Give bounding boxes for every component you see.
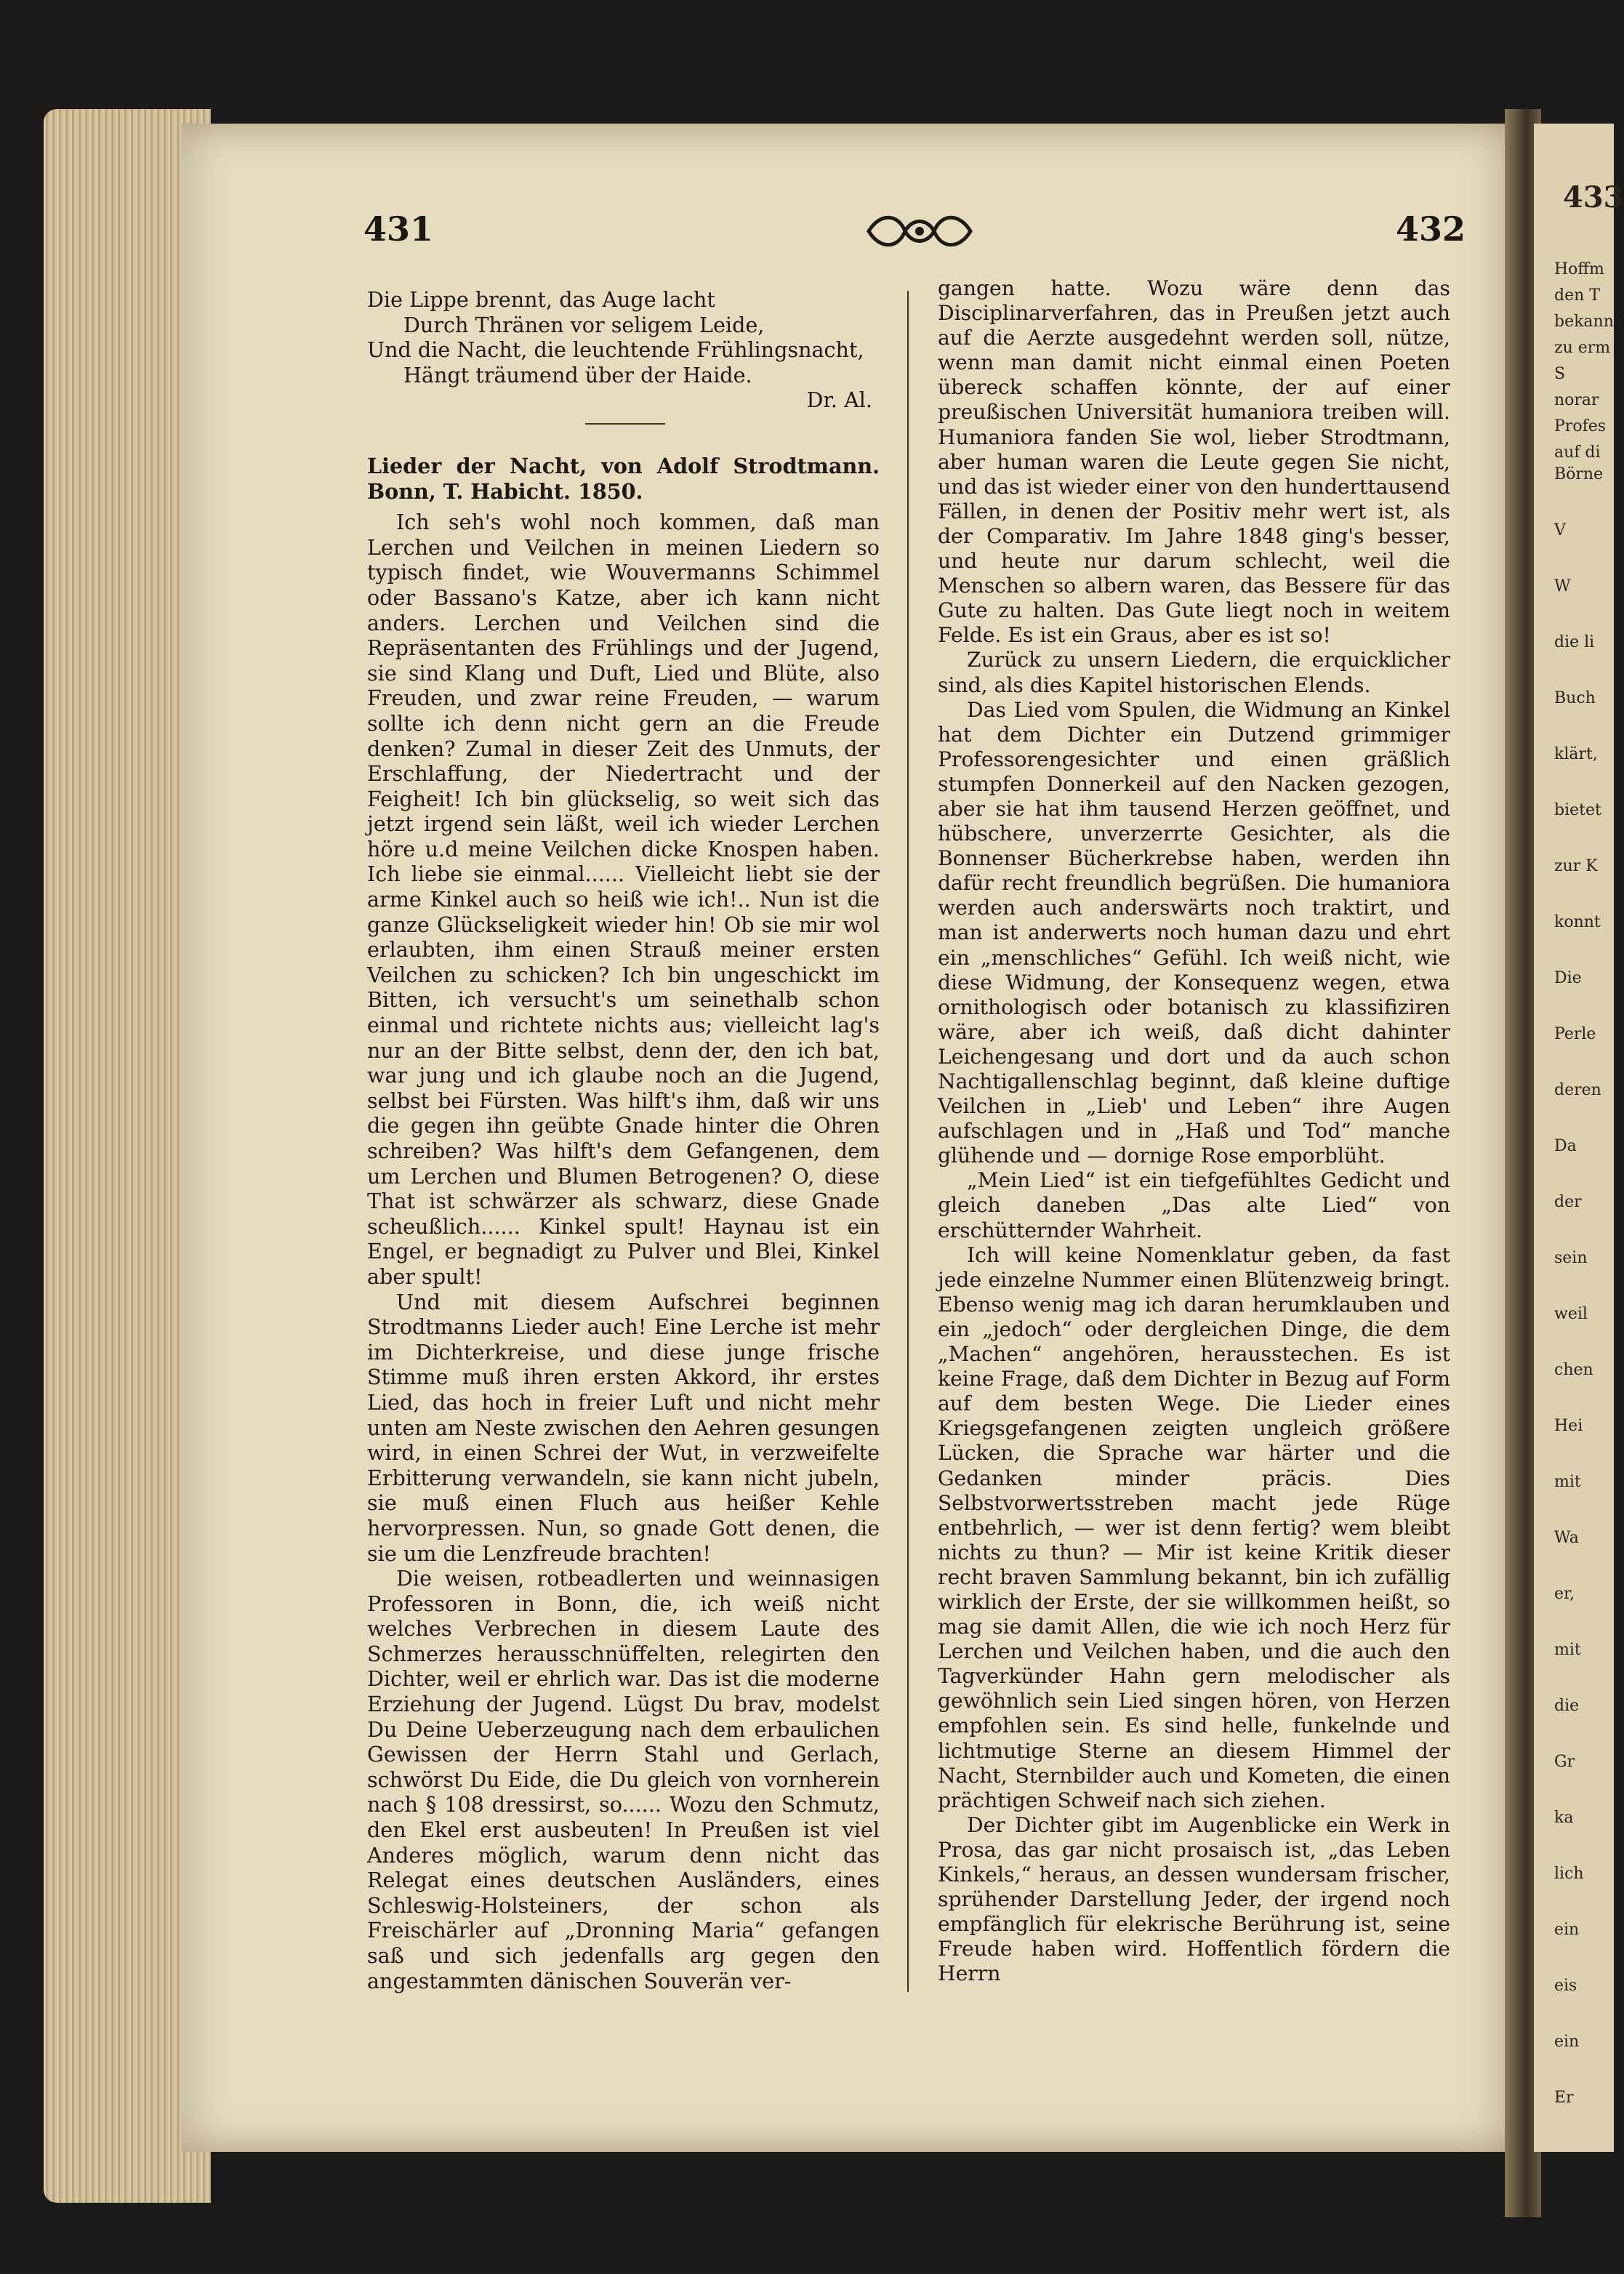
poem-line: Und die Nacht, die leuchtende Frühlingsnacht, <box>367 337 864 363</box>
next-page-text-fragment: klärt, <box>1554 745 1598 763</box>
next-page-text-fragment: weil <box>1554 1305 1588 1323</box>
next-page-fragment <box>1534 124 1624 2152</box>
poem-line: Durch Thränen vor seligem Leide, <box>403 312 765 337</box>
poem-line: Hängt träumend über der Haide. <box>403 362 752 387</box>
next-page-text-fragment: eis <box>1554 1977 1577 1995</box>
column-divider <box>907 291 909 1992</box>
next-page-number: 433 <box>1563 180 1624 214</box>
next-page-text-fragment: deren <box>1554 1081 1601 1099</box>
paragraph: Ich seh's wohl noch kommen, daß man Lerchen und Veilchen in meinen Liedern so typisch findet, wie Wouvermanns Schimmel oder Bassano's Katze, aber ich kann nicht anders. Lerchen und Veilchen sind die Repräsentanten des Frühlings und der Jugend, sie sind Klang und Duft, Lied und Blüte, also Freuden, und zwar reine Freuden, — warum sollte ich denn nicht gern an die Freude denken? Zumal in dieser Zeit des Unmuts, der Erschlaffung, der Niedertracht und der Feigheit! Ich bin glückselig, so weit sich das jetzt irgend sein läßt, weil ich wieder Lerchen höre u.d meine Veilchen dicke Knospen haben. Ich liebe sie einmal...... Vielleicht liebt sie der arme Kinkel auch so heiß wie ich!.. Nun ist die ganze Glückseligkeit wieder hin! Ob sie mir wol erlaubten, ihm einen Strauß meiner ersten Veilchen zu schicken? Ich bin ungeschickt im Bitten, ich versucht's um seinethalb schon einmal und richtete nichts aus; vielleicht lag's nur an der Bitte selbst, denn der, den ich bat, war jung und ich glaube noch an die Jugend, selbst bei Fürsten. Was hilft's ihm, daß wir uns die gegen ihn geübte Gnade hinter die Ohren schreiben? Was hilft's dem Gefangenen, dem um Lerchen und Blumen Betrogenen? O, diese That ist schwärzer als schwarz, diese Gnade scheußlich...... Kinkel spult! Haynau ist ein Engel, er begnadigt zu Pulver und Blei, Kinkel aber spult! <box>367 510 880 1289</box>
next-page-text-fragment: sein <box>1554 1249 1588 1267</box>
poem-line: Die Lippe brennt, das Auge lacht <box>367 287 715 312</box>
next-page-text-fragment: Die <box>1554 969 1582 987</box>
next-page-text-fragment: Hei <box>1554 1417 1583 1435</box>
paragraph: Die weisen, rotbeadlerten und weinnasigen Professoren in Bonn, die, ich weiß nicht welches Verbrechen in diesem Laute des Schmerzes herausschnüffelten, relegirten den Dichter, weil er ehrlich war. Das ist die moderne Erziehung der Jugend. Lügst Du brav, modelst Du Deine Ueberzeugung nach dem erbaulichen Gewissen der Herrn Stahl und Gerlach, schwörst Du Eide, die Du gleich von vornherein nach § 108 dressirst, so...... Wozu den Schmutz, den Ekel erst ausbeuten! In Preußen ist viel Anderes möglich, warum denn nicht das Relegat eines deutschen Ausländers, eines Schleswig-Holsteiners, der schon als Freischärler auf „Dronning Maria“ gefangen saß und sich jedenfalls arg gegen den angestammten dänischen Souverän ver- <box>367 1566 880 1993</box>
next-page-text-fragment: die li <box>1554 633 1595 651</box>
page-number-right: 432 <box>1396 209 1466 249</box>
next-page-text-fragment: mit <box>1554 1473 1581 1491</box>
next-page-text-fragment: Hoffm <box>1554 260 1604 278</box>
paragraph: Das Lied vom Spulen, die Widmung an Kinkel hat dem Dichter ein Dutzend grimmiger Professorengesichter und einen gräßlich stumpfen Donnerkeil auf den Nacken gezogen, aber sie hat ihm tausend Herzen geöffnet, und hübschere, unverzerrte Gesichter, als die Bonnenser Bücherkrebse haben, werden ihn dafür recht freundlich begrüßen. Die humaniora werden auch anderswärts noch traktirt, und man ist anderwerts noch human dazu und ehrt ein „menschliches“ Gefühl. Ich weiß nicht, wie diese Widmung, der Konsequenz wegen, etwa ornithologisch oder botanisch zu klassifiziren wäre, aber ich weiß, daß dicht dahinter Leichengesang und dort und da auch schon Nachtigallenschlag beginnt, daß kleine duftige Veilchen in „Lieb' und Leben“ ihre Augen aufschlagen und in „Haß und Tod“ manche glühende und — dornige Rose emporblüht. <box>938 697 1450 1168</box>
next-page-text-fragment: S <box>1554 365 1566 383</box>
next-page-text-fragment: zur K <box>1554 857 1598 875</box>
next-page-text-fragment: W <box>1554 577 1571 595</box>
next-page-text-fragment: der <box>1554 1193 1582 1211</box>
next-page-text-fragment: ein <box>1554 2033 1580 2051</box>
next-page-text-fragment: die <box>1554 1697 1580 1715</box>
paragraph: „Mein Lied“ ist ein tiefgefühltes Gedicht und gleich daneben „Das alte Lied“ von erschütternder Wahrheit. <box>938 1168 1450 1242</box>
left-column <box>367 287 880 1993</box>
next-page-text-fragment: ka <box>1554 1809 1574 1827</box>
next-page-text-fragment: auf di <box>1554 443 1601 462</box>
next-page-text-fragment: V <box>1554 521 1566 539</box>
scroll-ornament-icon <box>861 209 978 253</box>
next-page-text-fragment: Profes <box>1554 417 1607 435</box>
next-page-text-fragment: Wa <box>1554 1529 1579 1547</box>
next-page-text-fragment: mit <box>1554 1641 1581 1659</box>
page-number-left: 431 <box>363 209 434 249</box>
next-page-text-fragment: norar <box>1554 391 1599 409</box>
paragraph: Der Dichter gibt im Augenblicke ein Werk in Prosa, das gar nicht prosaisch ist, „das Leben Kinkels,“ heraus, an dessen wundersam frischer, sprühender Darstellung Jeder, der irgend noch empfänglich für elekrische Berührung ist, seine Freude haben wird. Hoffentlich fördern die Herrn <box>938 1812 1450 1986</box>
review-title: Lieder der Nacht, von Adolf Strodtmann. Bonn, T. Habicht. 1850. <box>367 453 880 504</box>
section-rule <box>585 423 665 425</box>
paragraph: Zurück zu unsern Liedern, die erquicklicher sind, als dies Kapitel historischen Elends. <box>938 648 1450 697</box>
next-page-text-fragment: Gr <box>1554 1753 1575 1771</box>
next-page-text-fragment: Buch <box>1554 689 1596 707</box>
next-page-text-fragment: lich <box>1554 1865 1584 1883</box>
next-page-text-fragment: ein <box>1554 1921 1580 1939</box>
paragraph: Und mit diesem Aufschrei beginnen Strodtmanns Lieder auch! Eine Lerche ist mehr im Dichterkreise, und diese junge frische Stimme muß ihren ersten Akkord, ihr erstes Lied, das hoch in freier Luft und nicht mehr unten am Neste zwischen den Aehren gesungen wird, in einen Schrei der Wut, in verzweifelte Erbitterung verwandeln, sie kann nicht jubeln, sie muß einen Fluch aus heißer Kehle hervorpressen. Nun, so gnade Gott denen, die sie um die Lenzfreude brachten! <box>367 1289 880 1566</box>
next-page-text-fragment: zu erm <box>1554 339 1611 357</box>
next-page-text-fragment: Da <box>1554 1137 1577 1155</box>
next-page-text-fragment: den T <box>1554 286 1600 305</box>
right-column <box>938 276 1450 1986</box>
paragraph: Ich will keine Nomenklatur geben, da fast jede einzelne Nummer einen Blütenzweig bringt. Ebenso wenig mag ich daran herumklauben und ein „jedoch“ oder dergleichen Dinge, die dem „Machen“ angehören, herausstechen. Es ist keine Frage, daß dem Dichter in Bezug auf Form auf dem besten Wege. Die Lieder eines Kriegsgefangenen zeigten ungleich größere Lücken, die Sprache war härter und die Gedanken minder präcis. Dies Selbstvorwertsstreben macht jede Rüge entbehrlich, — wer ist denn fertig? wem bleibt nichts zu thun? — Mir ist keine Kritik dieser recht braven Sammlung bekannt, bin ich zufällig wirklich der Erste, der sie willkommen heißt, so mag sie damit Allen, die wie ich noch Herz für Lerchen und Veilchen haben, und die auch den Tagverkünder Hahn gern melodischer als gewöhnlich sein Lied singen hören, von Herzen empfohlen sein. Es sind helle, funkelnde und lichtmutige Sterne an diesem Himmel der Nacht, Sternbilder auch und Kometen, die einen prächtigen Schweif nach sich ziehen. <box>938 1242 1450 1812</box>
poem <box>367 287 880 413</box>
next-page-text-fragment: er, <box>1554 1585 1575 1603</box>
paragraph: gangen hatte. Wozu wäre denn das Disciplinarverfahren, das in Preußen jetzt auch auf die Aerzte ausgedehnt werden soll, nütze, wenn man damit nicht einmal einen Poeten übereck schaffen könnte, der auf einer preußischen Universität humaniora treiben will. Humaniora fanden Sie wol, lieber Strodtmann, aber human waren die Leute gegen Sie nicht, und das ist wieder einer von den hunderttausend Fällen, in denen der Positiv mehr wert ist, als der Comparativ. Im Jahre 1848 ging's besser, und heute nur darum schlecht, weil die Menschen so albern waren, das Bessere für das Gute zu halten. Das Gute liegt noch in weitem Felde. Es ist ein Graus, aber es ist so! <box>938 276 1450 648</box>
next-page-text-fragment: chen <box>1554 1361 1593 1379</box>
next-page-text-fragment: konnt <box>1554 913 1601 931</box>
next-page-text-fragment: bekann <box>1554 313 1614 331</box>
next-page-text-fragment: Perle <box>1554 1025 1596 1043</box>
next-page-text-fragment: Börne <box>1554 465 1604 483</box>
poem-signature: Dr. Al. <box>806 387 872 413</box>
next-page-text-fragment: Er <box>1554 2089 1574 2107</box>
next-page-text-fragment: bietet <box>1554 801 1601 819</box>
